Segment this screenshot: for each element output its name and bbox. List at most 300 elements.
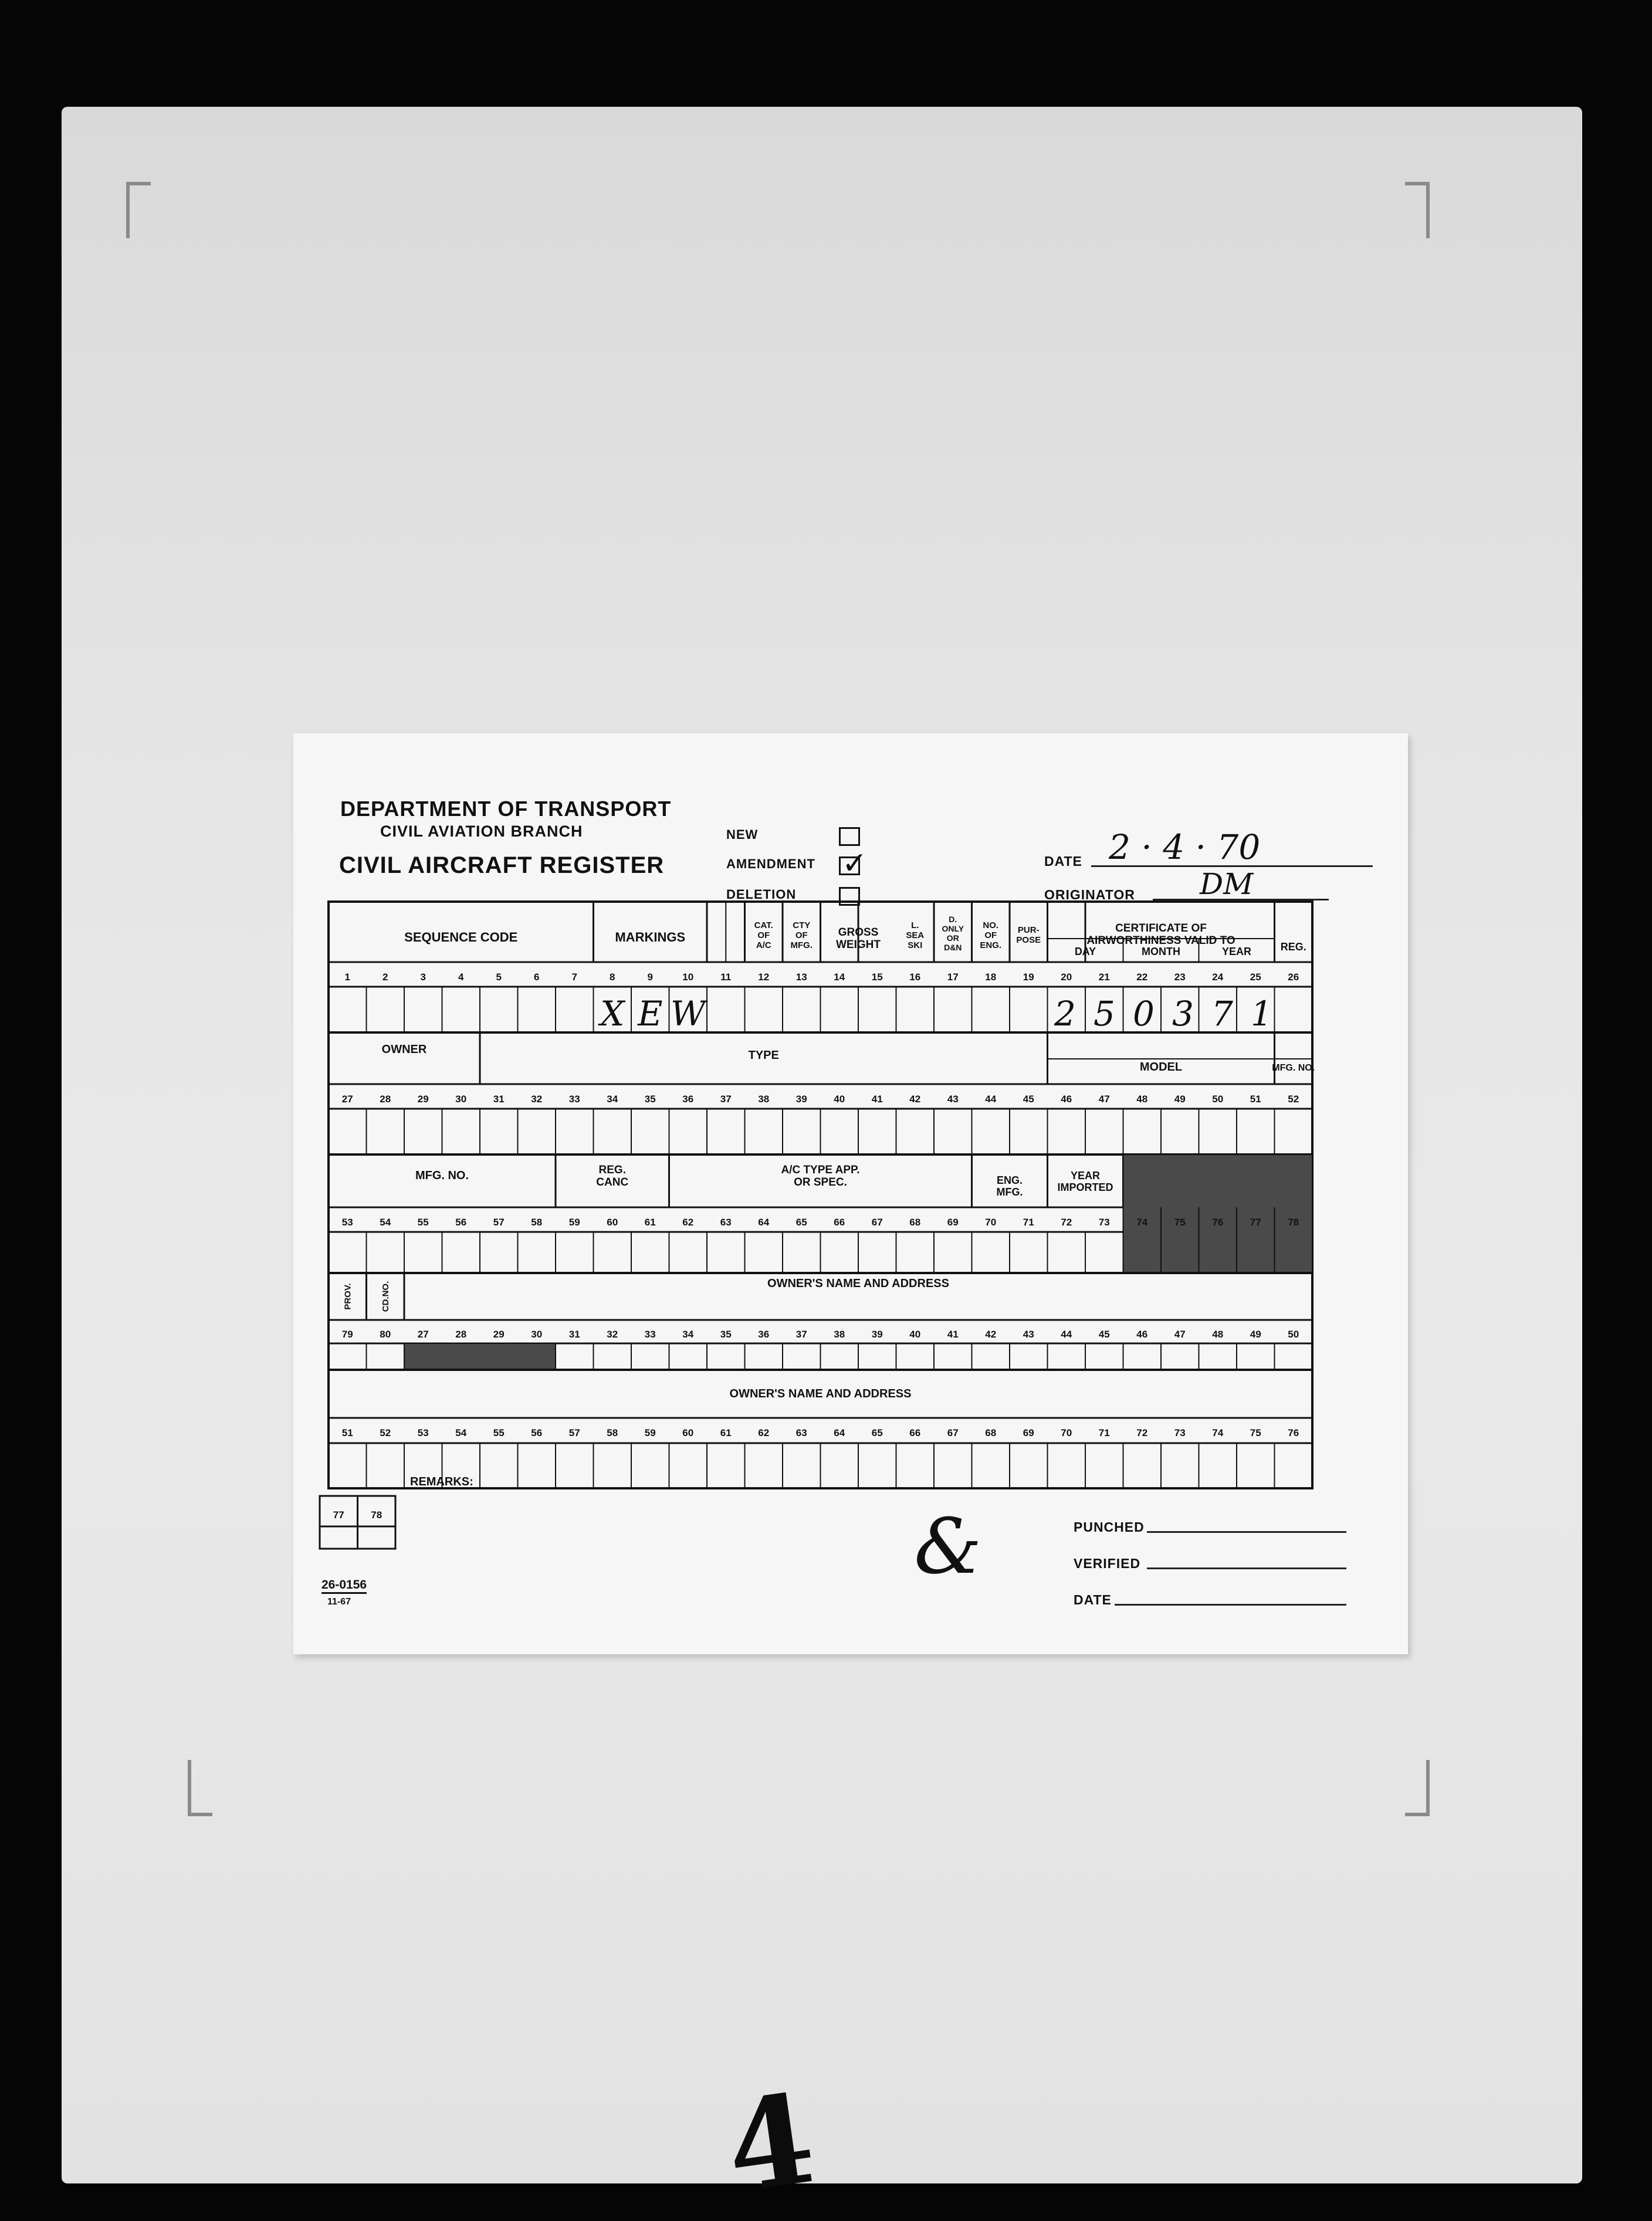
- column-number: 29: [493, 1329, 505, 1340]
- entry-cell[interactable]: [1275, 1343, 1313, 1370]
- column-number: 39: [871, 1329, 883, 1340]
- valid-to-entry[interactable]: 7: [1211, 994, 1233, 1034]
- markings-entry[interactable]: W: [670, 994, 706, 1034]
- entry-cell[interactable]: [1199, 1343, 1237, 1370]
- column-number: 30: [531, 1329, 543, 1340]
- entry-cell[interactable]: [934, 1443, 972, 1488]
- option-amendment-label: AMENDMENT: [726, 856, 815, 871]
- entry-cell[interactable]: [972, 1443, 1010, 1488]
- entry-cell[interactable]: [1199, 1443, 1237, 1488]
- entry-cell[interactable]: [404, 1232, 442, 1273]
- entry-cell[interactable]: [896, 1343, 935, 1370]
- ac-type-app-header: OR SPEC.: [794, 1176, 847, 1189]
- column-number: 47: [1098, 1093, 1110, 1105]
- month-header: MONTH: [1142, 946, 1180, 957]
- sea-ski-header: SKI: [908, 940, 923, 950]
- entry-cell[interactable]: [329, 987, 367, 1032]
- column-number: 5: [496, 971, 502, 983]
- entry-cell[interactable]: [783, 987, 821, 1032]
- column-number: 77: [1250, 1217, 1261, 1228]
- cty-of-mfg-header: OF: [795, 930, 808, 940]
- crop-mark-bottom-right: [1405, 1760, 1430, 1816]
- column-number: 68: [985, 1427, 997, 1438]
- entry-cell[interactable]: [745, 987, 783, 1032]
- column-number: 33: [644, 1329, 656, 1340]
- entry-cell[interactable]: [556, 1109, 594, 1154]
- entry-cell[interactable]: [518, 1443, 556, 1488]
- column-number: 1: [344, 971, 350, 983]
- column-number: 54: [455, 1427, 467, 1438]
- owners-name-address-2-header: OWNER'S NAME AND ADDRESS: [729, 1387, 912, 1400]
- column-number: 51: [341, 1427, 353, 1438]
- entry-cell[interactable]: [631, 1443, 669, 1488]
- entry-cell[interactable]: [783, 1109, 821, 1154]
- entry-cell[interactable]: [442, 987, 480, 1032]
- punched-label: PUNCHED: [1074, 1519, 1145, 1535]
- column-number: 7: [571, 971, 577, 983]
- column-number: 33: [568, 1093, 580, 1105]
- column-number: 38: [834, 1329, 845, 1340]
- column-number: 27: [417, 1329, 429, 1340]
- column-number: 8: [610, 971, 615, 983]
- entry-cell[interactable]: [518, 987, 556, 1032]
- column-number: 48: [1136, 1093, 1148, 1105]
- page-number-mark: 4: [717, 2066, 823, 2221]
- entry-cell[interactable]: [1085, 1343, 1123, 1370]
- entry-cell[interactable]: [556, 1343, 594, 1370]
- reg-canc-header: CANC: [596, 1176, 629, 1189]
- entry-cell[interactable]: [518, 1232, 556, 1273]
- type-header: TYPE: [748, 1049, 779, 1062]
- column-number: 72: [1136, 1427, 1148, 1438]
- column-number: 63: [795, 1427, 807, 1438]
- column-number: 78: [1288, 1217, 1299, 1228]
- entry-cell[interactable]: [745, 1232, 783, 1273]
- entry-cell[interactable]: [1275, 987, 1313, 1032]
- option-deletion-label: DELETION: [726, 887, 797, 902]
- column-number: 74: [1136, 1217, 1148, 1228]
- column-number: 51: [1250, 1093, 1261, 1105]
- entry-cell[interactable]: [669, 1443, 707, 1488]
- column-number: 29: [417, 1093, 429, 1105]
- column-number: 55: [417, 1217, 429, 1228]
- column-number: 78: [371, 1509, 382, 1521]
- column-number: 34: [682, 1329, 694, 1340]
- purpose-header: PUR-: [1017, 925, 1040, 935]
- column-number: 71: [1098, 1427, 1110, 1438]
- mfg-no-header: MFG. NO.: [1272, 1063, 1315, 1073]
- column-number: 21: [1098, 971, 1110, 983]
- column-number: 28: [455, 1329, 467, 1340]
- entry-cell[interactable]: [594, 1109, 632, 1154]
- column-number: 56: [531, 1427, 543, 1438]
- gross-weight-header: WEIGHT: [836, 939, 881, 951]
- entry-cell[interactable]: [707, 1232, 745, 1273]
- column-number: 49: [1174, 1093, 1186, 1105]
- entry-cell[interactable]: [858, 1443, 896, 1488]
- column-number: 40: [909, 1329, 921, 1340]
- entry-cell[interactable]: [1048, 1109, 1086, 1154]
- column-number: 61: [720, 1427, 732, 1438]
- column-number: 45: [1098, 1329, 1110, 1340]
- entry-cell[interactable]: [329, 1109, 367, 1154]
- entry-cell[interactable]: [745, 1109, 783, 1154]
- entry-cell[interactable]: [1237, 1343, 1275, 1370]
- entry-cell[interactable]: [1275, 1443, 1313, 1488]
- reg-canc-header: REG.: [598, 1164, 626, 1176]
- entry-cell[interactable]: [367, 1443, 405, 1488]
- column-number: 42: [985, 1329, 997, 1340]
- entry-cell[interactable]: [442, 1232, 480, 1273]
- column-number: 50: [1288, 1329, 1299, 1340]
- column-number: 69: [1023, 1427, 1034, 1438]
- column-number: 61: [644, 1217, 656, 1228]
- entry-cell[interactable]: [556, 1443, 594, 1488]
- column-number: 45: [1023, 1093, 1034, 1105]
- column-number: 14: [834, 971, 845, 983]
- entry-cell[interactable]: [631, 1232, 669, 1273]
- remarks-handwritten-mark[interactable]: &: [914, 1502, 982, 1591]
- column-number: 52: [1288, 1093, 1299, 1105]
- day-night-header: D.: [949, 915, 957, 924]
- entry-cell[interactable]: [707, 1343, 745, 1370]
- column-number: 2: [382, 971, 388, 983]
- column-number: 37: [720, 1093, 732, 1105]
- entry-cell[interactable]: [1237, 1443, 1275, 1488]
- date-value[interactable]: 2 · 4 · 70: [1109, 827, 1261, 867]
- column-number: 26: [1288, 971, 1299, 983]
- column-number: 65: [795, 1217, 807, 1228]
- cat-of-ac-header: A/C: [756, 940, 771, 950]
- entry-cell[interactable]: [367, 1232, 405, 1273]
- entry-cell[interactable]: [1010, 1343, 1048, 1370]
- entry-cell[interactable]: [480, 1232, 518, 1273]
- column-number: 55: [493, 1427, 505, 1438]
- column-number: 60: [607, 1217, 618, 1228]
- purpose-header: POSE: [1016, 935, 1041, 945]
- entry-cell[interactable]: [1275, 1109, 1313, 1154]
- column-number: 38: [758, 1093, 770, 1105]
- entry-cell[interactable]: [783, 1343, 821, 1370]
- register-card: [293, 733, 1408, 1654]
- signoff-date-line[interactable]: [1115, 1604, 1346, 1606]
- column-number: 72: [1061, 1217, 1072, 1228]
- entry-cell[interactable]: [1010, 987, 1048, 1032]
- year-imported-header: IMPORTED: [1057, 1181, 1113, 1193]
- column-number: 62: [682, 1217, 694, 1228]
- column-number: 50: [1212, 1093, 1224, 1105]
- column-number: 12: [758, 971, 770, 983]
- entry-cell[interactable]: [858, 1343, 896, 1370]
- column-number: 48: [1212, 1329, 1224, 1340]
- remarks-label: REMARKS:: [410, 1475, 473, 1488]
- valid-to-entry[interactable]: 2: [1054, 994, 1076, 1034]
- crop-mark-top-left: [126, 182, 151, 238]
- entry-cell[interactable]: [1085, 1109, 1123, 1154]
- entry-cell[interactable]: [442, 1109, 480, 1154]
- column-number: 36: [682, 1093, 694, 1105]
- register-title: CIVIL AIRCRAFT REGISTER: [339, 852, 665, 878]
- column-number: 43: [947, 1093, 959, 1105]
- entry-cell[interactable]: [821, 1343, 859, 1370]
- entry-cell[interactable]: [631, 1109, 669, 1154]
- column-number: 17: [947, 971, 959, 983]
- column-number: 73: [1174, 1427, 1186, 1438]
- entry-cell[interactable]: [1123, 1109, 1162, 1154]
- model-header: MODEL: [1139, 1061, 1183, 1074]
- cty-of-mfg-header: MFG.: [790, 940, 813, 950]
- entry-cell[interactable]: [858, 1109, 896, 1154]
- eng-mfg-header: MFG.: [996, 1186, 1023, 1198]
- entry-cell[interactable]: [1237, 1109, 1275, 1154]
- entry-cell[interactable]: [1123, 1443, 1162, 1488]
- column-number: 56: [455, 1217, 467, 1228]
- entry-cell[interactable]: [972, 1232, 1010, 1273]
- column-number: 62: [758, 1427, 770, 1438]
- entry-cell[interactable]: [1161, 1343, 1199, 1370]
- entry-cell[interactable]: [858, 987, 896, 1032]
- branch-title: CIVIL AVIATION BRANCH: [380, 822, 583, 840]
- column-number: 32: [607, 1329, 618, 1340]
- column-number: 71: [1023, 1217, 1034, 1228]
- column-number: 76: [1288, 1427, 1299, 1438]
- markings-entry[interactable]: X: [600, 994, 625, 1034]
- engines-header: OF: [984, 930, 997, 940]
- column-number: 66: [834, 1217, 845, 1228]
- punched-line[interactable]: [1147, 1531, 1346, 1533]
- sequence-code-header: SEQUENCE CODE: [404, 930, 518, 944]
- entry-cell[interactable]: [329, 1343, 367, 1370]
- entry-cell[interactable]: [594, 1232, 632, 1273]
- entry-cell[interactable]: [745, 1443, 783, 1488]
- column-number: 3: [420, 971, 426, 983]
- entry-cell[interactable]: [1161, 1109, 1199, 1154]
- entry-cell[interactable]: [934, 987, 972, 1032]
- entry-cell[interactable]: [896, 987, 935, 1032]
- column-number: 34: [607, 1093, 618, 1105]
- column-number: 19: [1023, 971, 1034, 983]
- register-grid: [293, 733, 1408, 1654]
- sea-ski-header: SEA: [906, 930, 925, 940]
- column-number: 42: [909, 1093, 921, 1105]
- markings-entry[interactable]: E: [638, 994, 663, 1034]
- day-night-header: ONLY: [942, 924, 964, 933]
- crop-mark-bottom-left: [188, 1760, 212, 1816]
- column-number: 75: [1250, 1427, 1261, 1438]
- entry-cell[interactable]: [972, 987, 1010, 1032]
- entry-cell[interactable]: [669, 1232, 707, 1273]
- day-night-header: OR: [946, 933, 959, 943]
- valid-to-entry[interactable]: 3: [1172, 994, 1194, 1034]
- markings-header: MARKINGS: [615, 930, 686, 944]
- column-number: 20: [1061, 971, 1072, 983]
- entry-cell[interactable]: [367, 1343, 405, 1370]
- year-imported-header: YEAR: [1070, 1170, 1101, 1181]
- entry-cell[interactable]: [1048, 1443, 1086, 1488]
- entry-cell[interactable]: [1085, 1232, 1123, 1273]
- column-number: 67: [871, 1217, 883, 1228]
- entry-cell[interactable]: [934, 1109, 972, 1154]
- entry-cell[interactable]: [480, 987, 518, 1032]
- column-number: 22: [1136, 971, 1148, 983]
- entry-cell[interactable]: [631, 1343, 669, 1370]
- entry-cell[interactable]: [480, 1109, 518, 1154]
- engines-header: NO.: [983, 920, 999, 930]
- entry-cell[interactable]: [1010, 1232, 1048, 1273]
- column-number: 43: [1023, 1329, 1034, 1340]
- valid-to-entry[interactable]: 0: [1133, 994, 1155, 1034]
- column-number: 67: [947, 1427, 959, 1438]
- column-number: 49: [1250, 1329, 1261, 1340]
- column-number: 4: [458, 971, 464, 983]
- column-number: 57: [568, 1427, 580, 1438]
- entry-cell[interactable]: [783, 1232, 821, 1273]
- entry-cell[interactable]: [1010, 1443, 1048, 1488]
- entry-cell[interactable]: [821, 1109, 859, 1154]
- airworthiness-header: CERTIFICATE OF: [1115, 922, 1207, 935]
- column-number: 31: [493, 1093, 505, 1105]
- entry-cell[interactable]: [404, 1109, 442, 1154]
- column-number: 60: [682, 1427, 694, 1438]
- owner-header: OWNER: [381, 1043, 427, 1056]
- entry-cell[interactable]: [480, 1443, 518, 1488]
- verified-label: VERIFIED: [1074, 1556, 1141, 1571]
- airworthiness-header: AIRWORTHINESS VALID TO: [1086, 935, 1235, 947]
- originator-value[interactable]: DM: [1200, 867, 1254, 901]
- year-header: YEAR: [1221, 946, 1252, 957]
- entry-cell[interactable]: [329, 1443, 367, 1488]
- entry-cell[interactable]: [707, 1443, 745, 1488]
- entry-cell[interactable]: [934, 1343, 972, 1370]
- column-number: 16: [909, 971, 921, 983]
- entry-cell[interactable]: [404, 987, 442, 1032]
- column-number: 24: [1212, 971, 1224, 983]
- column-number: 66: [909, 1427, 921, 1438]
- column-number: 36: [758, 1329, 770, 1340]
- column-number: 25: [1250, 971, 1261, 983]
- column-number: 39: [795, 1093, 807, 1105]
- option-new-label: NEW: [726, 827, 759, 842]
- mfg-no-3-header: MFG. NO.: [415, 1169, 469, 1182]
- column-number: 57: [493, 1217, 505, 1228]
- entry-cell[interactable]: [821, 1232, 859, 1273]
- entry-cell[interactable]: [594, 1343, 632, 1370]
- entry-cell[interactable]: [518, 1109, 556, 1154]
- entry-cell[interactable]: [896, 1443, 935, 1488]
- column-number: 31: [568, 1329, 580, 1340]
- column-number: 23: [1174, 971, 1186, 983]
- entry-cell[interactable]: [896, 1232, 935, 1273]
- department-title: DEPARTMENT OF TRANSPORT: [340, 797, 672, 821]
- entry-cell[interactable]: [745, 1343, 783, 1370]
- entry-cell[interactable]: [556, 987, 594, 1032]
- column-number: 53: [341, 1217, 353, 1228]
- column-number: 70: [985, 1217, 997, 1228]
- column-number: 59: [644, 1427, 656, 1438]
- entry-cell[interactable]: [329, 1232, 367, 1273]
- entry-cell[interactable]: [669, 1343, 707, 1370]
- entry-cell[interactable]: [972, 1343, 1010, 1370]
- entry-cell[interactable]: [707, 1109, 745, 1154]
- entry-cell[interactable]: [1199, 1109, 1237, 1154]
- cdno-header: CD.NO.: [380, 1281, 391, 1312]
- entry-cell[interactable]: [934, 1232, 972, 1273]
- entry-cell[interactable]: [896, 1109, 935, 1154]
- valid-to-entry[interactable]: 1: [1251, 994, 1272, 1034]
- originator-label: ORIGINATOR: [1044, 887, 1135, 902]
- column-number: 41: [947, 1329, 959, 1340]
- column-number: 74: [1212, 1427, 1224, 1438]
- entry-cell[interactable]: [367, 1109, 405, 1154]
- column-number: 32: [531, 1093, 543, 1105]
- entry-cell[interactable]: [821, 987, 859, 1032]
- ac-type-app-header: A/C TYPE APP.: [781, 1164, 860, 1176]
- column-number: 35: [644, 1093, 656, 1105]
- column-number: 80: [380, 1329, 391, 1340]
- column-number: 13: [795, 971, 807, 983]
- reg-header: REG.: [1280, 941, 1306, 953]
- entry-cell[interactable]: [556, 1232, 594, 1273]
- column-number: 11: [720, 971, 732, 983]
- entry-cell[interactable]: [858, 1232, 896, 1273]
- column-number: 58: [607, 1427, 618, 1438]
- column-number: 28: [380, 1093, 391, 1105]
- column-number: 70: [1061, 1427, 1072, 1438]
- column-number: 77: [333, 1509, 344, 1521]
- column-number: 15: [871, 971, 883, 983]
- crop-mark-top-right: [1405, 182, 1430, 238]
- column-number: 75: [1174, 1217, 1186, 1228]
- column-number: 40: [834, 1093, 845, 1105]
- column-number: 76: [1212, 1217, 1224, 1228]
- column-number: 68: [909, 1217, 921, 1228]
- entry-cell[interactable]: [1123, 1343, 1162, 1370]
- entry-cell[interactable]: [594, 1443, 632, 1488]
- column-number: 6: [534, 971, 540, 983]
- column-number: 27: [341, 1093, 353, 1105]
- cat-of-ac-header: CAT.: [754, 920, 773, 930]
- column-number: 37: [795, 1329, 807, 1340]
- owners-name-address-header: OWNER'S NAME AND ADDRESS: [767, 1277, 949, 1290]
- entry-cell[interactable]: [972, 1109, 1010, 1154]
- form-number: 26-0156: [321, 1578, 367, 1594]
- entry-cell[interactable]: [1048, 1232, 1086, 1273]
- entry-cell[interactable]: [669, 1109, 707, 1154]
- verified-line[interactable]: [1147, 1567, 1346, 1569]
- column-number: 44: [1061, 1329, 1072, 1340]
- column-number: 9: [647, 971, 653, 983]
- column-number: 53: [417, 1427, 429, 1438]
- entry-cell[interactable]: [821, 1443, 859, 1488]
- column-number: 63: [720, 1217, 732, 1228]
- entry-cell[interactable]: [1048, 1343, 1086, 1370]
- entry-cell[interactable]: [1085, 1443, 1123, 1488]
- column-number: 64: [758, 1217, 770, 1228]
- entry-cell[interactable]: [707, 987, 745, 1032]
- column-number: 59: [568, 1217, 580, 1228]
- column-number: 73: [1098, 1217, 1110, 1228]
- column-number: 44: [985, 1093, 997, 1105]
- eng-mfg-header: ENG.: [996, 1174, 1023, 1186]
- form-revision-date: 11-67: [327, 1597, 351, 1607]
- entry-cell[interactable]: [783, 1443, 821, 1488]
- entry-cell[interactable]: [1161, 1443, 1199, 1488]
- column-number: 46: [1136, 1329, 1148, 1340]
- entry-cell[interactable]: [367, 987, 405, 1032]
- column-number: 47: [1174, 1329, 1186, 1340]
- entry-cell[interactable]: [1010, 1109, 1048, 1154]
- valid-to-entry[interactable]: 5: [1094, 994, 1115, 1034]
